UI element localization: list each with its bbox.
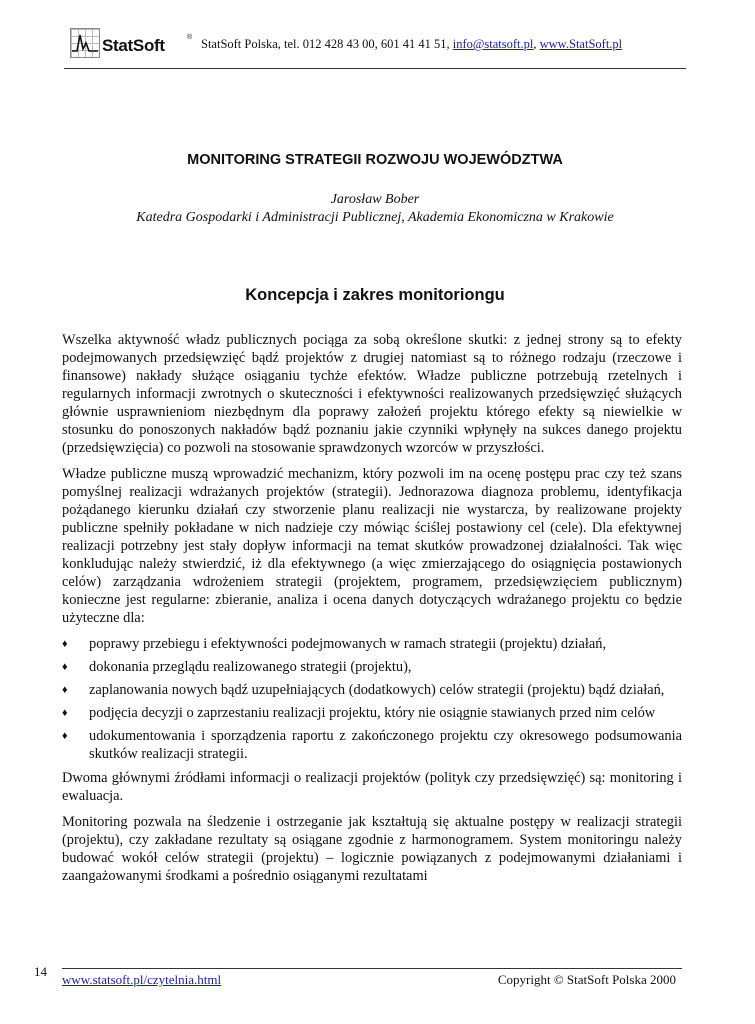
paragraph: Wszelka aktywność władz publicznych pociąga za sobą określone skutki: z jednej strony są to efekty podejmowanych przedsięwzięć bądź projektów z drugiej natomiast są to różnego rodzaju (rzeczowe i finansowe) nakłady służące osiąganiu tychże efektów. Władze publiczne potrzebują rzetelnych i regularnych informacji zwrotnych o skuteczności i efektywności realizowanych przedsięwzięć służących głównie usprawnieniom niezbędnym dla poprawy założeń projektu którego efekty są niewielkie w stosunku do ponoszonych nakładów bądź poznaniu jakie czynniki wpłynęły na sukces danego projektu (przedsięwzięcia) co pozwoli na stosowanie sprawdzonych wzorców w przyszłości.	[62, 332, 682, 456]
list-item-text: udokumentowania i sporządzenia raportu z zakończonego projektu czy okresowego podsumowania skutków realizacji strategii.	[89, 728, 682, 762]
article-body	[62, 331, 682, 893]
footer-copyright: Copyright © StatSoft Polska 2000	[497, 972, 676, 987]
paragraph: Władze publiczne muszą wprowadzić mechanizm, który pozwoli im na ocenę postępu prac czy też szans pomyślnej realizacji wdrażanych projektów (strategii). Jednorazowa diagnoza problemu, identyfikacja pożądanego kierunku działań czy stworzenie planu realizacji nie wystarcza, by realizowane projekty publiczne spełniły pokładane w nich nadzieje czy mówiąc ściślej postawiony cel (cele). Dla efektywnej realizacji potrzebny jest stały dopływ informacji na temat skutków prowadzonej działalności. Tak więc konkludując należy stwierdzić, iż dla efektywnego (a więc zmierzającego do osiągnięcia postawionych celów) zarządzania wdrożeniem strategii (projektem, programem, przedsięwzięciem publicznym) konieczne jest regularne: zbieranie, analiza i ocena danych dotyczących wdrażanego projektu co będzie użyteczne dla:	[62, 466, 682, 626]
diamond-bullet-icon: ♦	[62, 661, 68, 673]
diamond-bullet-icon: ♦	[62, 638, 68, 650]
paragraph: Monitoring pozwala na śledzenie i ostrzeganie jak kształtują się aktualne postępy w realizacji strategii (projektu), czy zakładane rezultaty są osiągane zgodnie z harmonogramem. System monitoringu należy budować wokół celów strategii (projektu) – logicznie powiązanych z podejmowanymi działaniami i zaangażowanymi środkami a pośrednio osiąganymi rezultatami	[62, 814, 682, 884]
footer-link[interactable]: www.statsoft.pl/czytelnia.html	[62, 972, 222, 987]
list-item	[62, 727, 682, 763]
document-title: MONITORING STRATEGII ROZWOJU WOJEWÓDZTWA	[187, 152, 563, 168]
page-header	[64, 24, 686, 69]
diamond-bullet-icon: ♦	[62, 684, 68, 696]
list-item	[62, 658, 682, 676]
header-contact	[201, 37, 622, 52]
contact-separator: ,	[533, 37, 540, 51]
logo-registered-mark: ®	[187, 34, 193, 41]
list-item-text: podjęcia decyzji o zaprzestaniu realizacji projektu, który nie osiągnie stawianych przed nim celów	[89, 705, 656, 721]
logo-text: StatSoft	[102, 36, 165, 55]
email-link[interactable]: info@statsoft.pl	[452, 37, 534, 51]
page-number: 14	[34, 964, 47, 979]
bullet-list	[62, 635, 682, 763]
author-name: Jarosław Bober	[330, 192, 420, 207]
list-item-text: zaplanowania nowych bądź uzupełniających (dodatkowych) celów strategii (projektu) bądź działań,	[89, 682, 665, 698]
paragraph: Dwoma głównymi źródłami informacji o realizacji projektów (polityk czy przedsięwzięć) są: monitoring i ewaluacja.	[62, 770, 682, 804]
contact-text: StatSoft Polska, tel. 012 428 43 00, 601 41 41 51,	[201, 37, 453, 51]
website-link[interactable]: www.StatSoft.pl	[539, 37, 623, 51]
diamond-bullet-icon: ♦	[62, 730, 68, 742]
section-title: Koncepcja i zakres monitoriongu	[245, 286, 505, 304]
author-affiliation: Katedra Gospodarki i Administracji Publicznej, Akademia Ekonomiczna w Krakowie	[136, 210, 614, 225]
statsoft-logo	[70, 28, 193, 60]
page-footer	[62, 968, 682, 989]
list-item-text: dokonania przeglądu realizowanego strategii (projektu),	[89, 659, 412, 675]
list-item	[62, 681, 682, 699]
list-item	[62, 704, 682, 722]
list-item	[62, 635, 682, 653]
logo-chart-icon	[70, 28, 100, 58]
diamond-bullet-icon: ♦	[62, 707, 68, 719]
list-item-text: poprawy przebiegu i efektywności podejmowanych w ramach strategii (projektu) działań,	[89, 636, 607, 652]
